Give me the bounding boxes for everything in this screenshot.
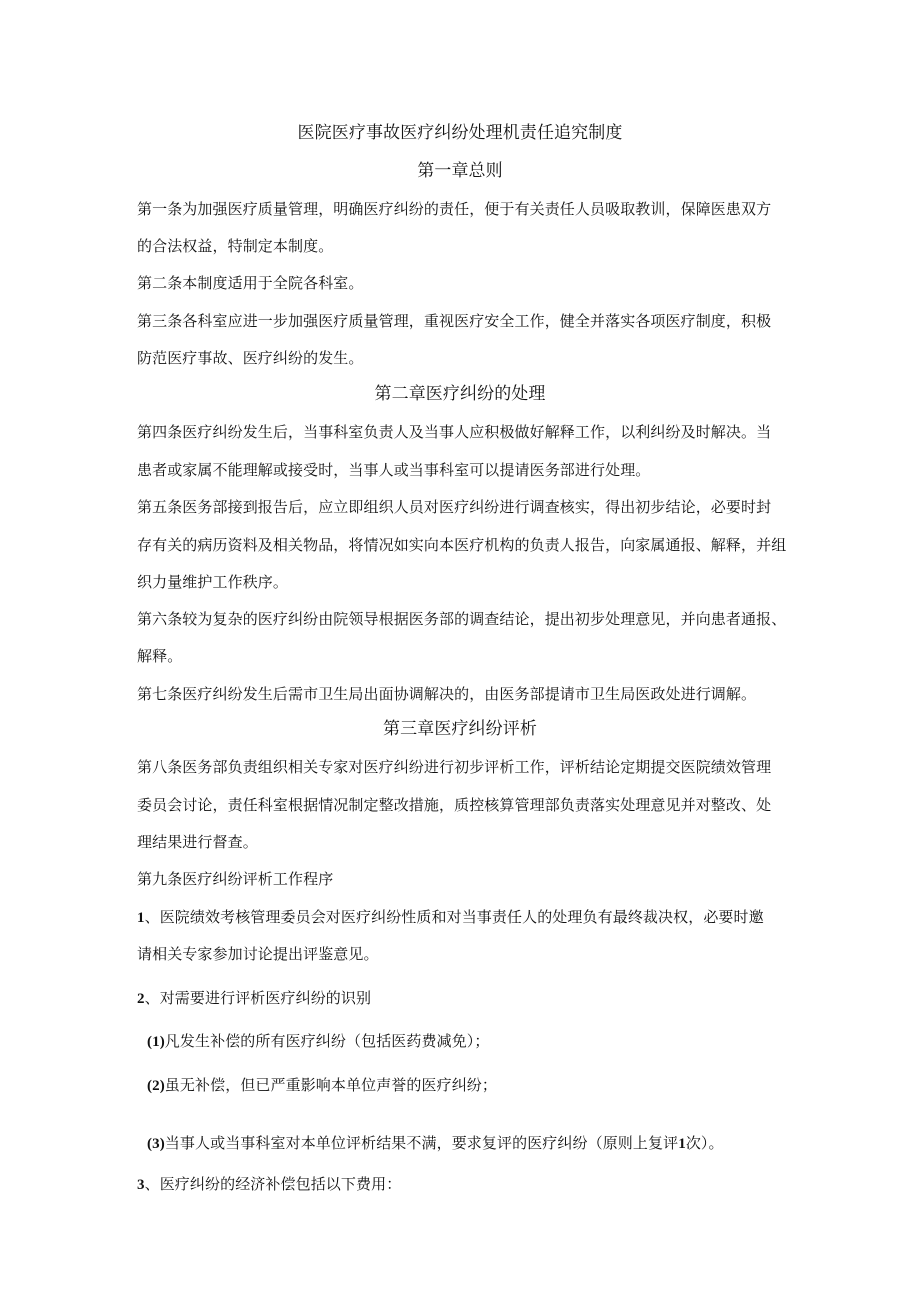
sub-item-1 xyxy=(147,1031,490,1052)
chapter-1-heading: 第一章总则 xyxy=(417,161,503,181)
sub-item-2-number: (2) xyxy=(147,1078,165,1094)
item-1-text: 、医院绩效考核管理委员会对医疗纠纷性质和对当事责任人的处理负有最终裁决权，必要时邀 xyxy=(144,908,764,926)
article-3-line-2: 防范医疗事故、医疗纠纷的发生。 xyxy=(137,349,364,367)
sub-item-3-text-end: 次）。 xyxy=(685,1134,724,1152)
sub-item-1-text: 凡发生补偿的所有医疗纠纷（包括医药费减免）； xyxy=(164,1032,490,1050)
article-5-line-2: 存有关的病历资料及相关物品，将情况如实向本医疗机构的负责人报告，向家属通报、解释，并组 xyxy=(137,536,787,554)
sub-item-3 xyxy=(147,1133,724,1154)
item-3 xyxy=(137,1174,401,1195)
item-2-text: 、对需要进行评析医疗纠纷的识别 xyxy=(144,989,372,1007)
article-9: 第九条医疗纠纷评析工作程序 xyxy=(137,870,334,888)
item-1-line-2: 请相关专家参加讨论提出评鉴意见。 xyxy=(137,945,379,963)
item-1-number: 1 xyxy=(137,910,145,926)
article-8-line-2: 委员会讨论，责任科室根据情况制定整改措施，质控核算管理部负责落实处理意见并对整改、处 xyxy=(137,796,772,814)
article-8-line-3: 理结果进行督查。 xyxy=(137,833,258,851)
sub-item-3-number: (3) xyxy=(147,1136,165,1152)
article-8-line-1: 第八条医务部负责组织相关专家对医疗纠纷进行初步评析工作，评析结论定期提交医院绩效管理 xyxy=(137,758,772,776)
item-2 xyxy=(137,988,371,1009)
item-3-text: 、医疗纠纷的经济补偿包括以下费用： xyxy=(144,1175,402,1193)
chapter-3-heading: 第三章医疗纠纷评析 xyxy=(383,719,537,739)
sub-item-2-text: 虽无补偿，但已严重影响本单位声誉的医疗纠纷； xyxy=(164,1076,497,1094)
article-5-line-3: 织力量维护工作秩序。 xyxy=(137,573,289,591)
sub-item-3-text: 当事人或当事科室对本单位评析结果不满，要求复评的医疗纠纷（原则上复评 xyxy=(164,1134,679,1152)
article-1-line-2: 的合法权益，特制定本制度。 xyxy=(137,237,334,255)
article-1-line-1: 第一条为加强医疗质量管理，明确医疗纠纷的责任，便于有关责任人员吸取教训，保障医患双方 xyxy=(137,200,772,218)
item-1-line-1 xyxy=(137,907,764,928)
article-6-line-1: 第六条较为复杂的医疗纠纷由院领导根据医务部的调查结论，提出初步处理意见，并向患者通报、 xyxy=(137,610,787,628)
article-4-line-1: 第四条医疗纠纷发生后，当事科室负责人及当事人应积极做好解释工作，以利纠纷及时解决。当 xyxy=(137,423,772,441)
sub-item-3-count: 1 xyxy=(678,1136,686,1152)
item-3-number: 3 xyxy=(137,1177,145,1193)
article-5-line-1: 第五条医务部接到报告后，应立即组织人员对医疗纠纷进行调查核实，得出初步结论，必要时封 xyxy=(137,498,772,516)
document-title: 医院医疗事故医疗纠纷处理机责任追究制度 xyxy=(297,123,623,143)
sub-item-1-number: (1) xyxy=(147,1034,165,1050)
sub-item-2 xyxy=(147,1075,497,1096)
article-3-line-1: 第三条各科室应进一步加强医疗质量管理，重视医疗安全工作，健全并落实各项医疗制度，积极 xyxy=(137,312,772,330)
article-4-line-2: 患者或家属不能理解或接受时，当事人或当事科室可以提请医务部进行处理。 xyxy=(137,461,651,479)
chapter-2-heading: 第二章医疗纠纷的处理 xyxy=(374,384,546,404)
article-6-line-2: 解释。 xyxy=(137,647,183,665)
article-7: 第七条医疗纠纷发生后需市卫生局出面协调解决的，由医务部提请市卫生局医政处进行调解。 xyxy=(137,685,757,703)
article-2: 第二条本制度适用于全院各科室。 xyxy=(137,274,364,292)
item-2-number: 2 xyxy=(137,991,145,1007)
